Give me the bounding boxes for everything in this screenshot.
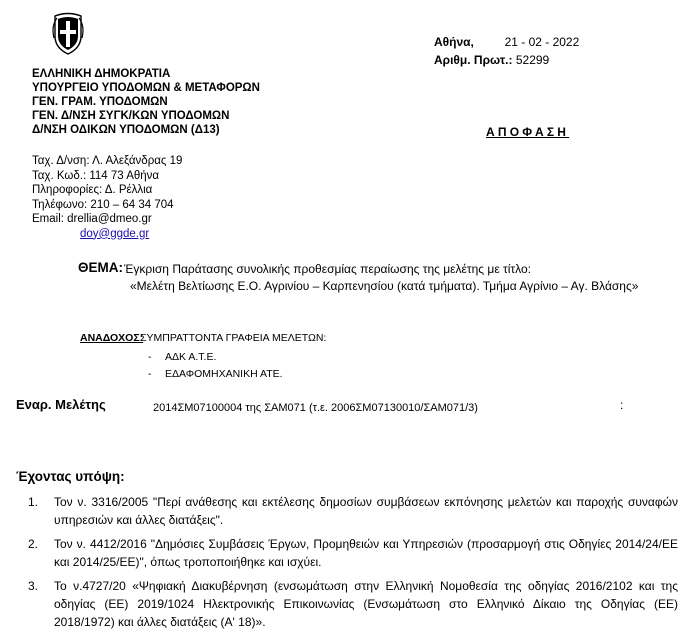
subject-text [124,261,664,295]
list-item-text: Τον ν. 4412/2016 "Δημόσιες Συμβάσεις Έργων, Προμηθειών και Υπηρεσιών (προσαρμογή στις Οδηγίες 2014/24/ΕΕ και 2014/25/ΕΕ)", όπως τροποποιήθηκε και ισχύει. [54,537,678,569]
ministry-line: ΓΕΝ. ΓΡΑΜ. ΥΠΟΔΟΜΩΝ [32,96,168,108]
ministry-line: Δ/ΝΣΗ ΟΔΙΚΩΝ ΥΠΟΔΟΜΩΝ (Δ13) [32,124,220,136]
list-item-text: Το ν.4727/20 «Ψηφιακή Διακυβέρνηση (ενσωμάτωση στην Ελληνική Νομοθεσία της οδηγίας 2016/2102 και της οδηγίας (ΕΕ) 2019/1024 Ηλεκτρονικής Επικοινωνίας (Ενσωμάτωση στο Ελληνικό Δίκαιο της Οδηγίας (ΕΕ) 2018/1972) και άλλες διατάξεις (Α' 18)». [54,579,678,629]
ministry-line: ΓΕΝ. Δ/ΝΣΗ ΣΥΓΚ/ΚΩΝ ΥΠΟΔΟΜΩΝ [32,110,230,122]
ministry-line: ΥΠΟΥΡΓΕΙΟ ΥΠΟΔΟΜΩΝ & ΜΕΤΑΦΟΡΩΝ [32,82,260,94]
contact-phone: Τηλέφωνο: 210 – 64 34 704 [32,198,174,211]
document-date [434,35,579,49]
list-item [28,493,678,529]
protocol-number [434,53,549,67]
subject-line-1: Έγκριση Παράτασης συνολικής προθεσμίας περαίωσης της μελέτης με τίτλο: [124,262,531,276]
contact-email: Email: drellia@dmeo.gr [32,213,152,225]
study-start-label: Εναρ. Μελέτης [16,397,106,412]
contractor-label: ΑΝΑΔΟΧΟΣ: [80,332,144,344]
study-start-code: 2014ΣΜ07100004 της ΣΑΜ071 (τ.ε. 2006ΣΜ07130010/ΣΑΜ071/3) [153,402,478,414]
contractor-name: ΣΥΜΠΡΑΤΤΟΝΤΑ ΓΡΑΦΕΙΑ ΜΕΛΕΤΩΝ: [140,332,327,344]
contractor-members [148,349,283,383]
date-value: 21 - 02 - 2022 [504,35,580,49]
list-item-number: 1. [28,495,39,509]
greek-coat-of-arms-icon [52,12,84,56]
list-item [28,535,678,571]
list-item-number: 3. [28,579,39,593]
decision-title: ΑΠΟΦΑΣΗ [486,125,570,139]
subject-line-2: «Μελέτη Βελτίωσης Ε.Ο. Αγρινίου – Καρπενησίου (κατά τμήματα). Τμήμα Αγρίνιο – Αγ. Βλάσης» [130,279,639,293]
contractor-member: - ΕΔΑΦΟΜΗΧΑΝΙΚΗ ΑΤΕ. [148,366,283,383]
place-label: Αθήνα, [434,35,474,49]
considering-list [28,493,678,637]
list-item-text: Τον ν. 3316/2005 "Περί ανάθεσης και εκτέλεσης δημοσίων συμβάσεων εκπόνησης μελετών και παροχής συναφών υπηρεσιών και άλλες διατάξεις". [54,495,678,527]
considering-heading: Έχοντας υπόψη: [16,469,125,484]
contact-address: Ταχ. Δ/νση: Λ. Αλεξάνδρας 19 [32,155,183,167]
contact-postcode: Ταχ. Κωδ.: 114 73 Αθήνα [32,169,160,182]
protocol-value: 52299 [515,53,550,67]
contact-email-link[interactable]: doy@ggde.gr [80,227,150,240]
subject-label: ΘΕΜΑ: [78,260,123,275]
protocol-label: Αριθμ. Πρωτ.: [434,53,513,67]
ministry-block [32,67,260,137]
ministry-line: ΕΛΛΗΝΙΚΗ ΔΗΜΟΚΡΑΤΙΑ [32,68,171,80]
contact-info: Πληροφορίες: Δ. Ρέλλια [32,184,153,196]
list-item-number: 2. [28,537,39,551]
list-item [28,577,678,631]
contact-block [32,154,182,241]
contractor-member: - ΑΔΚ Α.Τ.Ε. [148,349,283,366]
study-start-colon: : [620,398,624,412]
